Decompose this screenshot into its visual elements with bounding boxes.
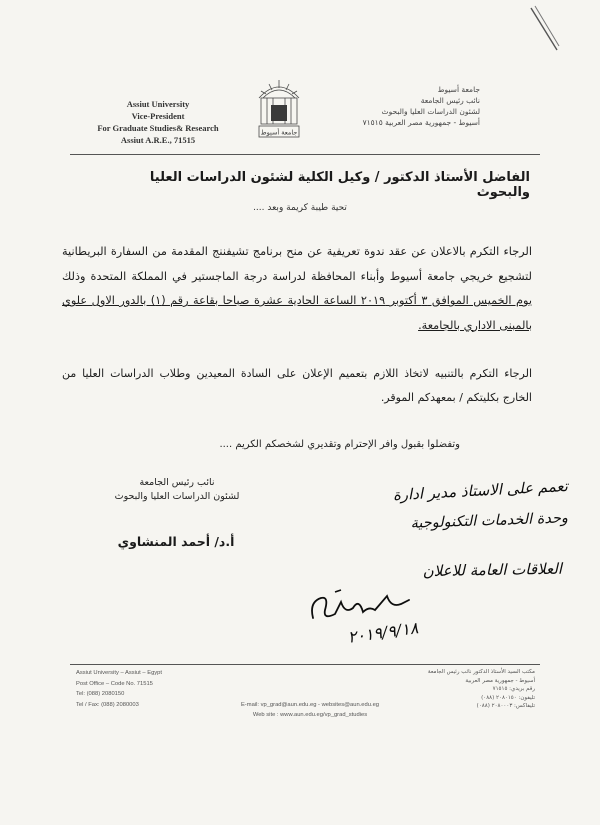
signatory-title: [82, 476, 272, 504]
handwritten-note-line2: وحدة الخدمات التكنولوجية: [410, 510, 569, 532]
letterhead-ar-line: جامعة أسيوط: [437, 85, 480, 94]
letterhead-ar-line: لشئون الدراسات العليا والبحوث: [381, 107, 480, 116]
letterhead-en-line: Assiut A.R.E., 71515: [120, 135, 196, 145]
staple-icon: [527, 4, 561, 56]
greeting-line: تحية طيبة كريمة وبعد ....: [253, 203, 347, 213]
footer-ar-line: تليفاكس: ٢٠٨٠٠٠٣ (٠٨٨): [476, 703, 535, 709]
footer-en-line: Assiut University – Assiut – Egypt: [76, 670, 163, 676]
letterhead-ar-line: نائب رئيس الجامعة: [420, 96, 480, 105]
paragraph-announcement: [62, 240, 532, 338]
footer-divider: [70, 664, 540, 665]
paragraph-request: الرجاء التكرم بالتنبيه لاتخاذ اللازم بتعميم الإعلان على السادة المعيدين وطلاب الدراسات العليا من الخارج بكليتكم / بمعهدكم الموقر.: [62, 367, 532, 404]
footer-website: Web site : www.aun.edu.eg/vp_grad_studies: [252, 712, 368, 718]
footer-ar-line: رقم بريدي: ٧١٥١٥: [492, 686, 535, 692]
footer-web: [200, 700, 420, 720]
signatory-title-line: لشئون الدراسات العليا والبحوث: [114, 491, 240, 502]
footer-arabic: [400, 668, 535, 711]
letterhead-en-line: For Graduate Studies& Research: [97, 123, 219, 133]
closing-line: وتفضلوا بقبول وافر الإحترام وتقديري لشخصكم الكريم ....: [219, 439, 460, 450]
footer-en-line: Tel / Fax: (088) 2080003: [76, 701, 139, 708]
footer-email: E-mail: vp_grad@aun.edu.eg - websites@aun.edu.eg: [240, 702, 380, 708]
paragraph1-underlined-date: يوم الخميس الموافق ٣ أكتوبر ٢٠١٩ الساعة الحادية عشرة صباحا بقاعة رقم (١) بالدور الاول علوي بالمبنى الاداري بالجامعة.: [62, 294, 532, 332]
letterhead-en-line: Vice-President: [131, 111, 185, 121]
footer-ar-line: تليفون: ٢٠٨٠١٥٠ (٠٨٨): [481, 694, 535, 701]
handwritten-date: ٢٠١٩/٩/١٨: [346, 618, 420, 647]
letterhead-ar-line: أسيوط - جمهورية مصر العربية ٧١٥١٥: [362, 118, 480, 127]
letterhead-english: [78, 98, 238, 146]
university-logo-icon: [253, 78, 305, 140]
footer-en-line: Tel: (088) 2080150: [76, 691, 125, 697]
handwritten-note-line3: العلاقات العامة للاعلان: [422, 559, 563, 581]
addressee-line: الفاضل الأستاذ الدكتور / وكيل الكلية لشئون الدراسات العليا والبحوث: [149, 170, 530, 200]
footer-ar-line: مكتب السيد الأستاذ الدكتور نائب رئيس الجامعة: [427, 669, 535, 675]
letterhead-arabic: [350, 84, 480, 128]
logo-text: جامعة أسيوط: [260, 128, 298, 137]
signatory-name: أ.د/ أحمد المنشاوي: [117, 534, 235, 549]
handwritten-note-line1: تعمم على الاستاذ مدير ادارة: [392, 476, 569, 505]
header-divider: [70, 154, 540, 155]
footer-en-line: Post Office – Code No. 71515: [76, 680, 153, 687]
signatory-title-line: نائب رئيس الجامعة: [139, 477, 215, 488]
footer-ar-line: أسيوط - جمهورية مصر العربية: [465, 677, 535, 684]
paragraph1-text: الرجاء التكرم بالاعلان عن عقد ندوة تعريفية عن منح برنامج تشيفننج المقدمة من السفارة البريطانية لتشجيع خريجي جامعة أسيوط وأبناء المحافظة لدراسة درجة الماجستير في المملكة المتحدة وذلك: [62, 245, 532, 283]
letterhead-en-line: Assiut University: [126, 99, 190, 109]
